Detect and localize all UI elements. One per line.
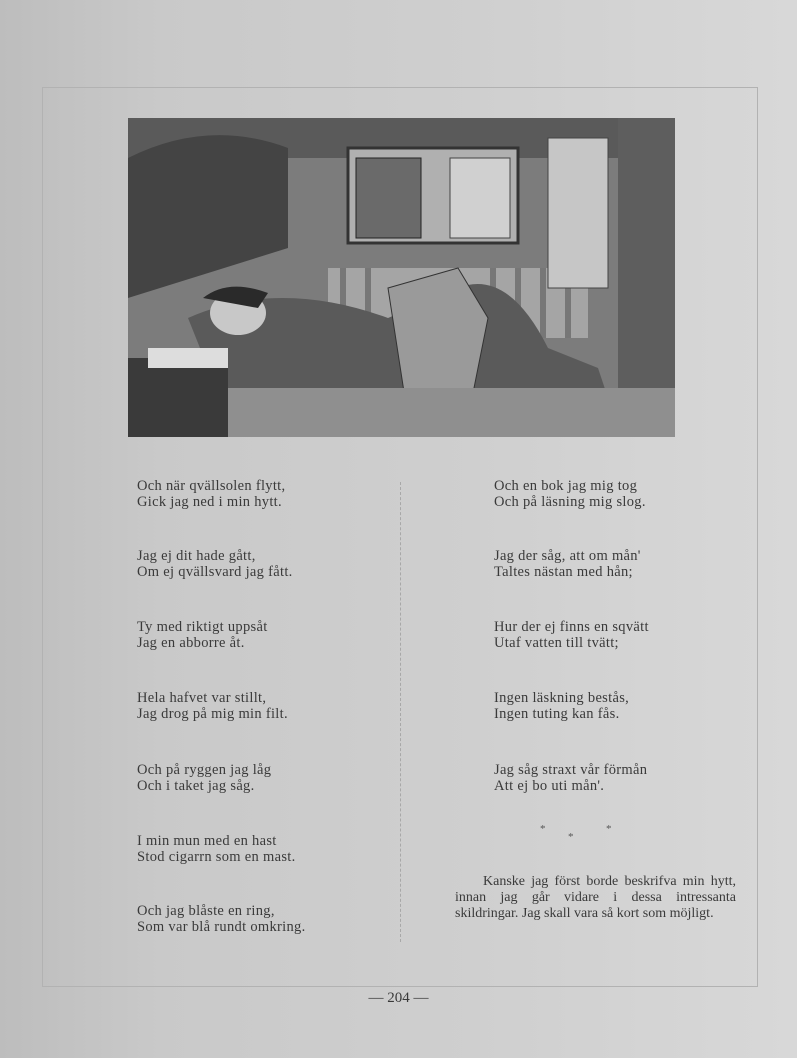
verse-line: Och på läsning mig slog. — [494, 494, 646, 510]
verse-line: Gick jag ned i min hytt. — [137, 494, 282, 510]
verse-line: Jag såg straxt vår förmån — [494, 762, 648, 778]
verse-line: Jag der såg, att om mån' — [494, 548, 641, 564]
verse-line: Och en bok jag mig tog — [494, 478, 638, 494]
verse-line: Som var blå rundt omkring. — [137, 919, 306, 935]
left-stanza-4 — [137, 690, 288, 722]
right-stanza-5 — [494, 762, 647, 794]
verse-line: Och i taket jag såg. — [137, 778, 255, 794]
left-stanza-3 — [137, 619, 268, 651]
verse-line: Och jag blåste en ring, — [137, 903, 275, 919]
verse-line: Jag en abborre åt. — [137, 635, 245, 651]
verse-line: Att ej bo uti mån'. — [494, 778, 605, 794]
asterisk: * — [568, 831, 574, 843]
verse-line: Jag ej dit hade gått, — [137, 548, 256, 564]
right-stanza-4 — [494, 690, 629, 722]
left-stanza-2 — [137, 548, 293, 580]
right-stanza-3 — [494, 619, 649, 651]
right-stanza-1 — [494, 478, 646, 510]
verse-line: Hela hafvet var stillt, — [137, 690, 267, 706]
verse-line: Ingen läskning bestås, — [494, 690, 630, 706]
verse-line: Om ej qvällsvard jag fått. — [137, 564, 293, 580]
verse-line: Taltes nästan med hån; — [494, 564, 633, 580]
left-stanza-7 — [137, 903, 306, 935]
verse-line: Ingen tuting kan fås. — [494, 706, 620, 722]
left-stanza-6 — [137, 833, 296, 865]
cabin-illustration — [128, 118, 675, 437]
verse-line: I min mun med en hast — [137, 833, 277, 849]
verse-line: Stod cigarrn som en mast. — [137, 849, 296, 865]
left-stanza-5 — [137, 762, 271, 794]
verse-line: Hur der ej finns en sqvätt — [494, 619, 649, 635]
verse-line: Ty med riktigt uppsåt — [137, 619, 268, 635]
verse-line: Utaf vatten till tvätt; — [494, 635, 619, 651]
verse-line: Och på ryggen jag låg — [137, 762, 272, 778]
asterisk: * — [540, 823, 546, 835]
page-number: — 204 — — [368, 990, 429, 1006]
column-divider — [400, 482, 401, 942]
asterisk: * — [606, 823, 612, 835]
left-stanza-1 — [137, 478, 285, 510]
verse-line: Och när qvällsolen flytt, — [137, 478, 286, 494]
prose-paragraph: Kanske jag först borde beskrifva min hytt, innan jag går vidare i dessa intressanta skildringar. Jag skall vara så kort som möjligt. — [455, 874, 736, 921]
right-stanza-2 — [494, 548, 641, 580]
verse-line: Jag drog på mig min filt. — [137, 706, 288, 722]
